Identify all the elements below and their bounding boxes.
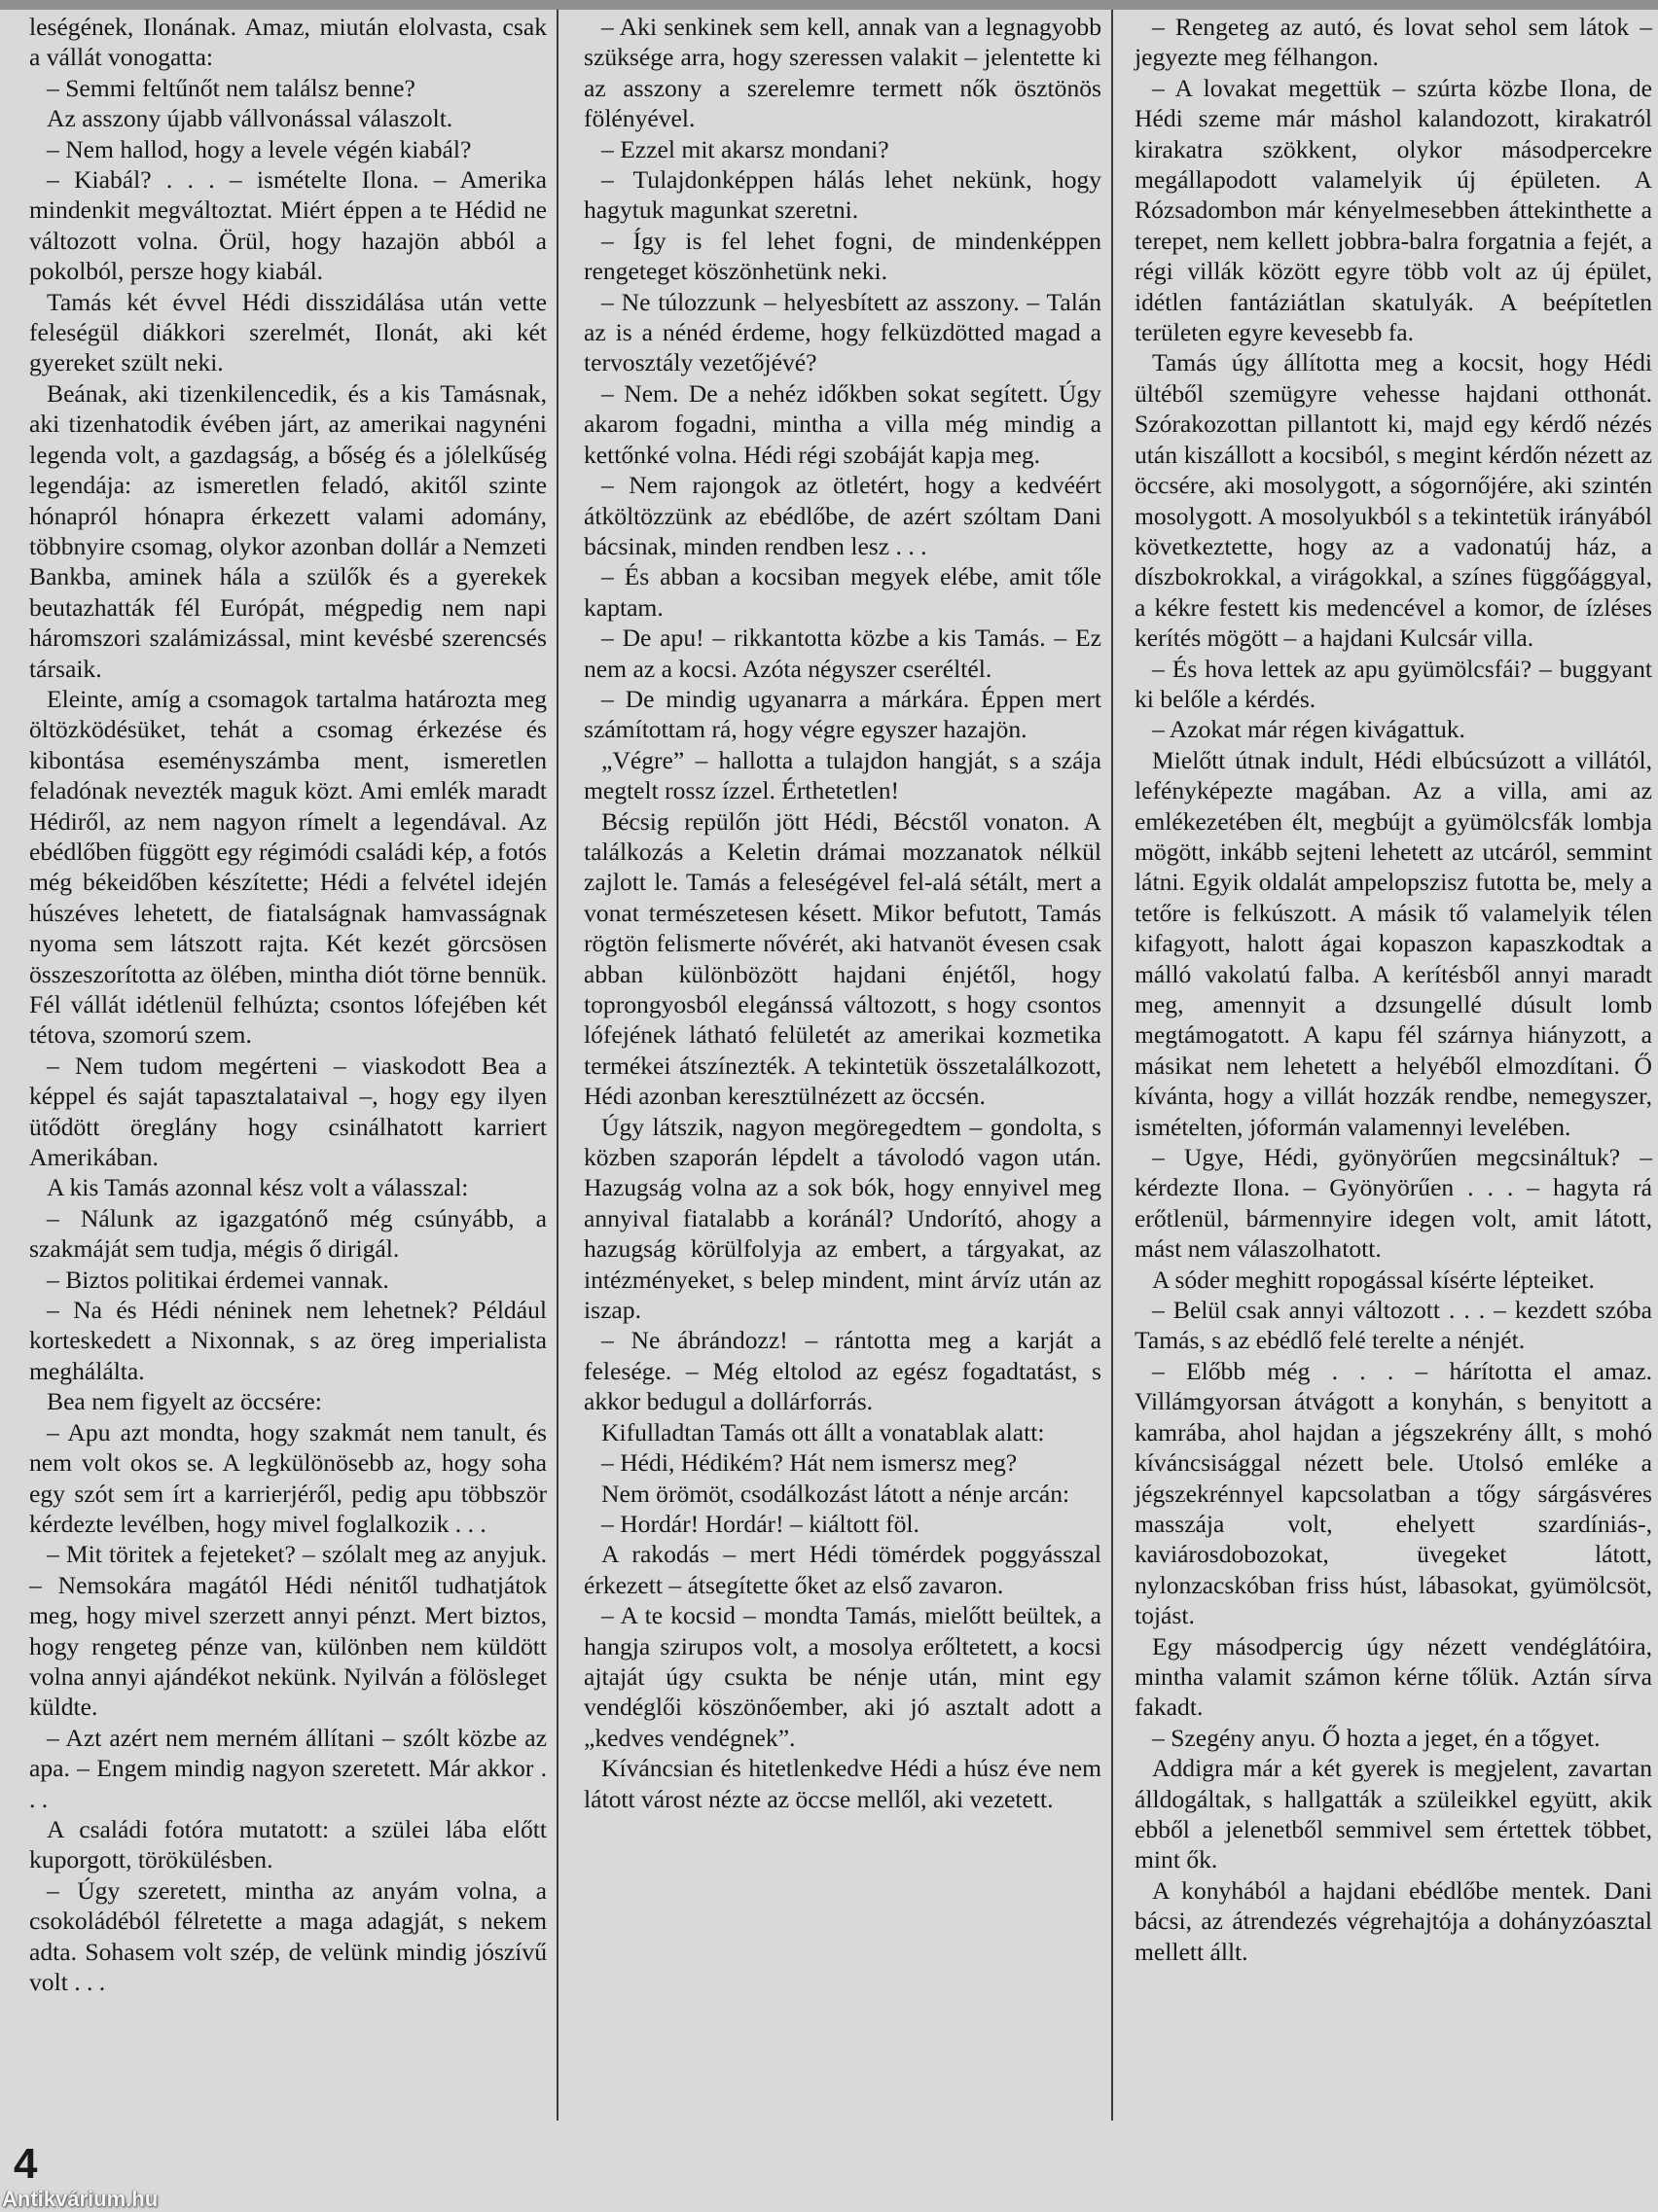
paragraph: A rakodás – mert Hédi tömérdek poggyásszal érkezett – átsegítette őket az első zavaron. xyxy=(584,1540,1101,1599)
paragraph: Beának, aki tizenkilencedik, és a kis Tamásnak, aki tizenhatodik évében járt, az amerikai nagynéni legenda volt, a gazdagság, a bőség és a jólelkűség legendája: az ismeretlen feladó, akitől szinte hónapról hónapra érkezett valami adomány, többnyire csomag, olykor azonban dollár a Nemzeti Bankba, aminek hála a szülők és a gyerekek beutazhatták fél Európát, mégpedig nem napi háromszori szalámizással, mint kevésbé szerencsés társaik. xyxy=(29,378,547,683)
paragraph: Mielőtt útnak indult, Hédi elbúcsúzott a villától, lefényképezte magában. Az a villa, ami az emlékezetében élt, megbújt a gyümölcsfák lombja mögött, inkább sejteni lehetett az utcáról, semmint látni. Egyik oldalát ampelopszisz futotta be, mely a tetőre is felkúszott. A másik tő valamelyik télen kifagyott, halott ágai kopaszon kapaszkodtak a málló vakolatú falba. A kerítésből annyi maradt meg, amennyit a dzsungellé dúsult lomb megtámogatott. A kapu fél szárnya hiányzott, a másikat nem lehetett a helyéből elmozdítani. Ő kívánta, hogy a villát hozzák rendbe, nemegyszer, ismételten, jóformán valamennyi levelében. xyxy=(1135,745,1652,1141)
paragraph: Addigra már a két gyerek is megjelent, zavartan álldogáltak, s hallgatták a szüleikkel együtt, akik ebből a jelenetből semmivel sem értettek többet, mint ők. xyxy=(1135,1754,1652,1874)
paragraph: – Tulajdonképpen hálás lehet nekünk, hogy hagytuk magunkat szeretni. xyxy=(584,165,1101,225)
paragraph: Bécsig repülőn jött Hédi, Bécstől vonaton. A találkozás a Keletin drámai mozzanatok nélkül zajlott le. Tamás a feleségével fel-alá sétált, mert a vonat természetesen késett. Mikor befutott, Tamás rögtön felismerte nővérét, aki hatvanöt évesen csak abban különbözött hajdani énjétől, hogy toprongyosból elegánssá változott, s hogy csontos lófejének látható felületét az amerikai kozmetika termékei átszínezték. A tekintetük összetalálkozott, Hédi azonban keresztülnézett az öccsén. xyxy=(584,806,1101,1111)
paragraph: A kis Tamás azonnal kész volt a válasszal: xyxy=(47,1173,469,1202)
paragraph: – Nem hallod, hogy a levele végén kiabál? xyxy=(47,134,472,163)
paragraph: Tamás úgy állította meg a kocsit, hogy Hédi ültéből szemügyre vehesse hajdani otthonát. Szórakozottan pillantott ki, majd egy kérdő nézés után kiszállott a kocsiból, s megint kérdőn nézett az öccsére, aki mosolygott, a sógornőjére, aki szintén mosolygott. A mosolyukból s a tekintetük irányából következtette, hogy az a vadonatúj ház, a díszbokrokkal, a virágokkal, a színes függőággyal, a kékre festett kis medencével a komor, de ízléses kerítés mögött – a hajdani Kulcsár villa. xyxy=(1135,348,1652,653)
paragraph: Tamás két évvel Hédi disszidálása után vette feleségül diákkori szerelmét, Ilonát, aki két gyereket szült neki. xyxy=(29,287,547,377)
paragraph: „Végre” – hallotta a tulajdon hangját, s a szája megtelt rossz ízzel. Érthetetlen! xyxy=(584,745,1101,805)
paragraph: Úgy látszik, nagyon megöregedtem – gondolta, s közben szaporán lépdelt a távolodó vagon után. Hazugság volna az a sok bók, hogy ennyivel meg annyival fiatalabb a koránál? Undorító, ahogy a hazugság körülfolyja az embert, a tárgyakat, az intézményeket, s belep mindent, mint árvíz után az iszap. xyxy=(584,1112,1101,1325)
paragraph: – Kiabál? . . . – ismételte Ilona. – Amerika mindenkit megváltoztat. Miért éppen a te Hédid ne változott volna. Örül, hogy hazajön abból a pokolból, persze hogy kiabál. xyxy=(29,165,547,286)
paragraph: A sóder meghitt ropogással kísérte lépteiket. xyxy=(1152,1265,1595,1294)
paragraph: – De apu! – rikkantotta közbe a kis Tamás. – Ez nem az a kocsi. Azóta négyszer cseréltél. xyxy=(584,624,1101,683)
paragraph: Kifulladtan Tamás ott állt a vonatablak alatt: xyxy=(601,1417,1045,1446)
paragraph: – Hordár! Hordár! – kiáltott föl. xyxy=(601,1509,919,1538)
paragraph: – És hova lettek az apu gyümölcsfái? – buggyant ki belőle a kérdés. xyxy=(1135,654,1652,713)
paragraph: Az asszony újabb vállvonással válaszolt. xyxy=(47,104,453,133)
paragraph: Eleinte, amíg a csomagok tartalma határozta meg öltözködésüket, tehát a csomag érkezése és kibontása eseményszámba ment, ismeretlen feladónak nevezték maguk közt. Ami emlék maradt Hédiről, az nem nagyon rímelt a legendával. Az ebédlőben függött egy régimódi családi kép, a fotós még békeidőben készítette; Hédi a felvétel idején húszéves lehetett, de fiatalságnak hamvasságnak nyoma sem látszott rajta. Két kezét görcsösen összeszorította az ölében, mintha diót törne bennük. Fél vállát idétlenül felhúzta; csontos lófejében két tétova, szomorú szem. xyxy=(29,684,547,1050)
page-number: 4 xyxy=(14,2140,38,2188)
scan-edge xyxy=(0,0,1658,10)
paragraph: – Előbb még . . . – hárította el amaz. Villámgyorsan átvágott a konyhán, s benyitott a kamrába, ahol hajdan a jégszekrény állt, s mohó kíváncsisággal nézett bele. Utolsó emléke a jégszekrénnyel kapcsolatban a tőgy sárgásvéres masszája volt, ehelyett szardíniás-, kaviárosdobozokat, üvegeket látott, nylonzacskóban friss húst, lábasokat, gyümölcsöt, tojást. xyxy=(1135,1356,1652,1630)
paragraph: – Na és Hédi néninek nem lehetnek? Például korteskedett a Nixonnak, s az öreg imperialista meghálálta. xyxy=(29,1296,547,1385)
paragraph: – Úgy szeretett, mintha az anyám volna, a csokoládéból félretette a maga adagját, s nekem adta. Sohasem volt szép, de velünk mindig jószívű volt . . . xyxy=(29,1875,547,1996)
paragraph: – Semmi feltűnőt nem találsz benne? xyxy=(47,73,415,102)
paragraph: – Nálunk az igazgatónő még csúnyább, a szakmáját sem tudja, mégis ő dirigál. xyxy=(29,1203,547,1264)
paragraph: Nem örömöt, csodálkozást látott a nénje arcán: xyxy=(601,1479,1070,1508)
paragraph: – A lovakat megettük – szúrta közbe Ilona, de Hédi szeme már máshol kalandozott, kirakatról kirakatra szökkent, olykor másodpercekre megállapodott valamelyik új épületen. A Rózsadombon már kényelmesebben áttekinthette a terepet, nem kellett jobbra-balra forgatnia a fejét, a régi villák között egyre több volt az új épület, idétlen fantáziátlan skatulyák. A beépítetlen területen egyre kevesebb fa. xyxy=(1135,73,1652,347)
column-divider xyxy=(557,10,559,2121)
paragraph: – Hédi, Hédikém? Hát nem ismersz meg? xyxy=(601,1448,1018,1478)
paragraph: – Belül csak annyi változott . . . – kezdett szóba Tamás, s az ebédlő felé terelte a nénjét. xyxy=(1135,1296,1652,1355)
paragraph: – Biztos politikai érdemei vannak. xyxy=(47,1265,389,1294)
watermark: Antikvárium.hu xyxy=(2,2187,159,2211)
paragraph: – Ugye, Hédi, gyönyörűen megcsináltuk? – kérdezte Ilona. – Gyönyörűen . . . – hagyta rá erőtlenül, bármennyire idegen volt, amit látott, mást nem válaszolhatott. xyxy=(1135,1143,1652,1264)
paragraph: – Nem. De a nehéz időkben sokat segített. Úgy akarom fogadni, mintha a villa még mindig a kettőnké volna. Hédi régi szobáját kapja meg. xyxy=(584,378,1101,469)
paragraph: – Apu azt mondta, hogy szakmát nem tanult, és nem volt okos se. A legkülönösebb az, hogy soha egy szót sem írt a karrierjéről, pedig apu többször kérdezte levélben, hogy mivel foglalkozik . . . xyxy=(29,1417,547,1538)
paragraph: – Így is fel lehet fogni, de mindenképpen rengeteget köszönhetünk neki. xyxy=(584,226,1101,286)
paragraph: – De mindig ugyanarra a márkára. Éppen mert számítottam rá, hogy végre egyszer hazajön. xyxy=(584,684,1101,744)
column-divider xyxy=(1111,10,1113,2121)
paragraph: – És abban a kocsiban megyek elébe, amit tőle kaptam. xyxy=(584,562,1101,622)
paragraph: leségének, Ilonának. Amaz, miután elolvasta, csak a vállát vonogatta: xyxy=(29,13,547,72)
paragraph: – Azokat már régen kivágattuk. xyxy=(1152,715,1465,744)
paragraph: – Nem tudom megérteni – viaskodott Bea a képpel és saját tapasztalataival –, hogy egy ilyen ütődött öreglány hogy csinálhatott karriert Amerikában. xyxy=(29,1051,547,1172)
paragraph: – Aki senkinek sem kell, annak van a legnagyobb szüksége arra, hogy szeressen valakit – jelentette ki az asszony a szerelemre termett nők ösztönös fölényével. xyxy=(584,13,1101,133)
paragraph: – Ezzel mit akarsz mondani? xyxy=(601,134,889,163)
paragraph: Bea nem figyelt az öccsére: xyxy=(47,1387,322,1416)
paragraph: A családi fotóra mutatott: a szülei lába előtt kuporgott, törökülésben. xyxy=(29,1814,547,1874)
paragraph: – Ne ábrándozz! – rántotta meg a karját a felesége. – Még eltolod az egész fogadtatást, s akkor bedugul a dollárforrás. xyxy=(584,1326,1101,1416)
paragraph: – A te kocsid – mondta Tamás, mielőtt beültek, a hangja szirupos volt, a mosolya erőltetett, a kocsi ajtaját úgy csukta be nénje után, mint egy vendéglői köszönőember, aki jó asztalt adott a „kedves vendégnek”. xyxy=(584,1601,1101,1752)
paragraph: – Nem rajongok az ötletért, hogy a kedvéért átköltözzünk az ebédlőbe, de azért szóltam Dani bácsinak, minden rendben lesz . . . xyxy=(584,471,1101,560)
paragraph: – Mit töritek a fejeteket? – szólalt meg az anyjuk. – Nemsokára magától Hédi nénitől tudhatjátok meg, hogy mivel szerzett annyi pénzt. Mert biztos, hogy rengeteg pénze van, különben nem küldött volna annyi ajándékot nekünk. Nyilván a fölösleget küldte. xyxy=(29,1540,547,1722)
paragraph: – Szegény anyu. Ő hozta a jeget, én a tőgyet. xyxy=(1152,1723,1601,1752)
paragraph: – Rengeteg az autó, és lovat sehol sem látok – jegyezte meg félhangon. xyxy=(1135,13,1652,72)
paragraph: Egy másodpercig úgy nézett vendéglátóira, mintha valamit számon kérne tőlük. Aztán sírva fakadt. xyxy=(1135,1631,1652,1722)
paragraph: Kíváncsian és hitetlenkedve Hédi a húsz éve nem látott várost nézte az öccse mellől, aki vezetett. xyxy=(584,1754,1101,1813)
paragraph: A konyhából a hajdani ebédlőbe mentek. Dani bácsi, az átrendezés végrehajtója a dohányzóasztal mellett állt. xyxy=(1135,1875,1652,1966)
paragraph: – Ne túlozzunk – helyesbített az asszony. – Talán az is a nénéd érdeme, hogy felküzdötted magad a tervosztály vezetőjévé? xyxy=(584,287,1101,377)
text-column-1 xyxy=(29,12,547,1997)
text-column-2 xyxy=(584,12,1101,1814)
paragraph: – Azt azért nem merném állítani – szólt közbe az apa. – Engem mindig nagyon szeretett. Már akkor . . . xyxy=(29,1723,547,1813)
text-column-3 xyxy=(1135,12,1652,1967)
